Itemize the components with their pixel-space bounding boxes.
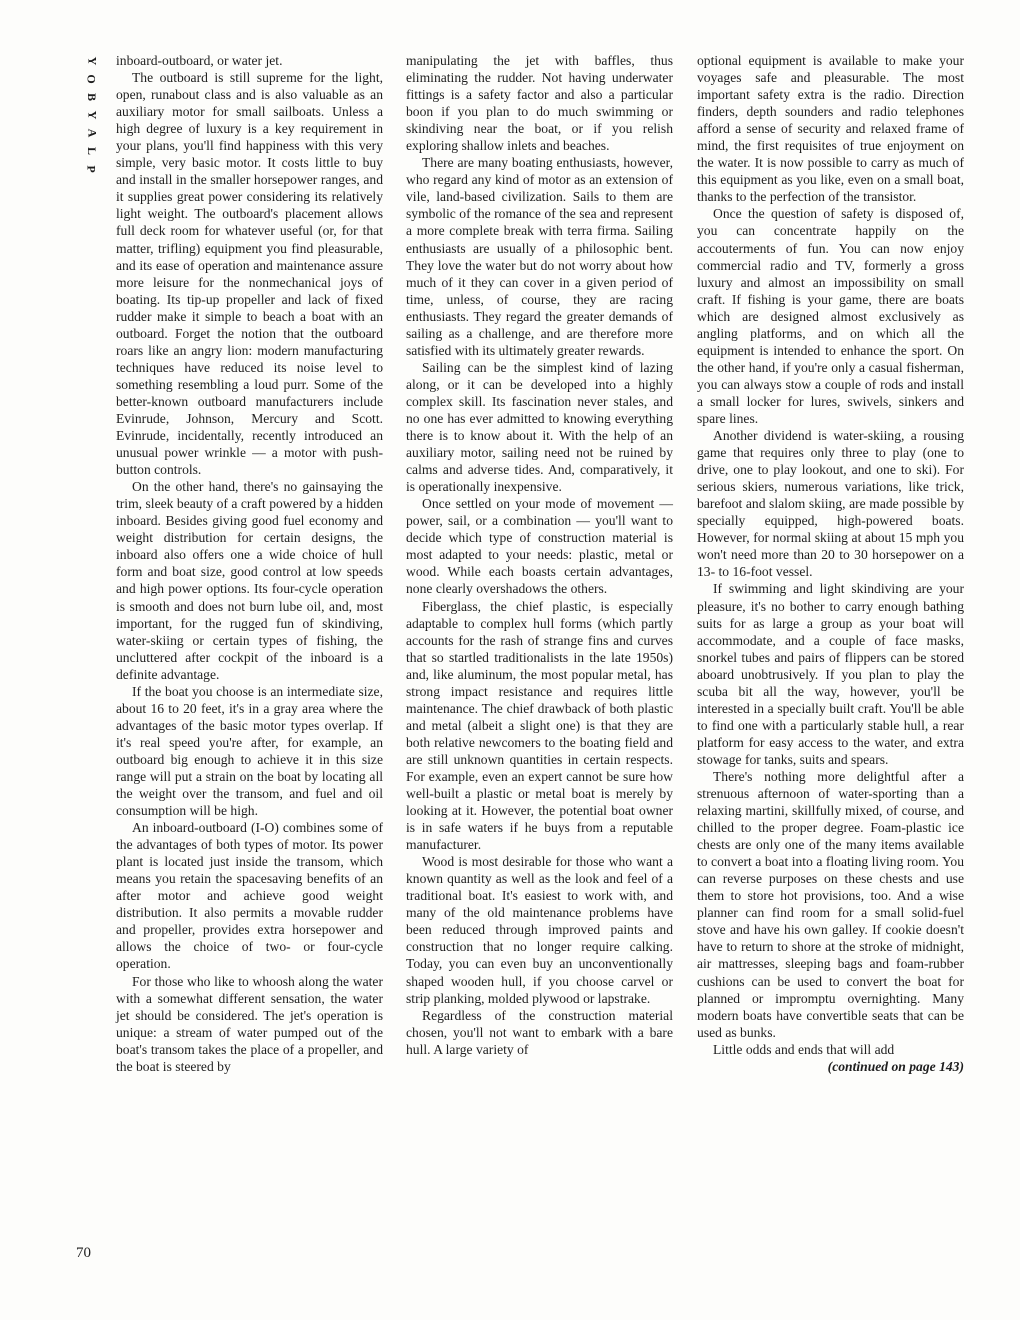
- paragraph: inboard-outboard, or water jet.: [116, 53, 283, 68]
- paragraph: manipulating the jet with baffles, thus eliminating the rudder. Not having underwater fittings is a safety factor and also a particular boon if you plan to do much swimming or skindiving near the boat, or if you relish exploring shallow inlets and beaches.: [406, 53, 673, 154]
- paragraph: Wood is most desirable for those who want a known quantity as well as the look and feel of a traditional boat. It's easiest to work with, and many of the old maintenance problems have been reduced through improved paints and construction that no longer require calking. Today, you can even buy an unconventionally shaped wooden hull, if you choose carvel or strip planking, molded plywood or lapstrake.: [406, 854, 673, 1006]
- magazine-letter: L: [84, 146, 99, 156]
- paragraph: The outboard is still supreme for the light, open, runabout class and is also valuable as an auxiliary motor for small sailboats. Unless a high degree of luxury is a key requirement in your plans, you'll find happiness with this very simple, very basic motor. It costs little to buy and install in the smaller horsepower ranges, and it supplies great power considering its relatively light weight. The outboard's placement allows full deck room for whatever useful (or, for that matter, trifling) equipment you find pleasurable, and its ease of operation and maintenance assure more leisure for the nonmechanical joys of boating. Its tip-up propeller and lack of fixed rudder make it simple to beach a boat with an outboard. Forget the notion that the outboard roars like an angry lion: modern manufacturing techniques have reduced its noise level to something resembling a loud purr. Some of the better-known outboard manufacturers include Evinrude, Johnson, Mercury and Scott. Evinrude, incidentally, recently introduced an unusual power wrinkle — a motor with push-button controls.: [116, 70, 383, 478]
- continued-on-page-note: (continued on page 143): [827, 1058, 964, 1074]
- paragraph: There are many boating enthusiasts, however, who regard any kind of motor as an extension of vile, land-based civilization. Sails to them are symbolic of the romance of the sea and represent a more complete break with terra firma. Sailing enthusiasts are usually of a philosophic bent. They love the water but do not worry about how much of it they can cover in a given period of time, unless, of course, they are racing enthusiasts. They regard the greater demands of sailing as a challenge, and are therefore more satisfied with its ultimately greater rewards.: [406, 155, 673, 358]
- paragraph: Once settled on your mode of movement — power, sail, or a combination — you'll want to decide which type of construction material is most adapted to your needs: plastic, metal or wood. While each boasts certain advantages, none clearly overshadows the others.: [406, 496, 673, 597]
- magazine-letter: Y: [84, 110, 99, 120]
- text-column-3: [697, 52, 964, 1075]
- text-column-1: [116, 52, 383, 1075]
- paragraph: Regardless of the construction material chosen, you'll not want to embark with a bare hull. A large variety of: [406, 1007, 673, 1057]
- paragraph: optional equipment is available to make your voyages safe and pleasurable. The most important safety extra is the radio. Direction finders, depth sounders and radio telephones afford a sense of security and relaxed frame of mind, the first requisites of true enjoyment on the water. It is now possible to carry as much of this equipment as you like, even on a small boat, thanks to the perfection of the transistor.: [697, 53, 964, 205]
- paragraph: Little odds and ends that will add: [713, 1041, 895, 1057]
- magazine-letter: A: [84, 128, 99, 138]
- paragraph: Sailing can be the simplest kind of lazing along, or it can be developed into a highly complex skill. Its fascination never stales, and no one has ever admitted to knowing everything there is to know about it. With the help of an auxiliary motor, sailing need not be ruined by calms and adverse tides. And, comparatively, it is operationally inexpensive.: [406, 359, 673, 495]
- paragraph: There's nothing more delightful after a strenuous afternoon of water-sporting than a relaxing martini, skillfully mixed, of course, and chilled to the proper degree. Foam-plastic ice chests are only one of the many items available to convert a boat into a floating living room. You can reverse purposes on these chests and use them to store hot provisions, too. And a wise planner can find room for a small solid-fuel stove and have his own galley. If cookie doesn't have to return to shore at the stroke of midnight, air mattresses, sleeping bags and foam-rubber cushions can be used to convert the boat for planned or impromptu overnighting. Many modern boats have convertible seats that can be used as bunks.: [697, 768, 964, 1040]
- text-column-2: [406, 52, 673, 1058]
- magazine-letter: B: [84, 92, 99, 102]
- magazine-name-vertical: [82, 52, 102, 178]
- paragraph: Once the question of safety is disposed of, you can concentrate happily on the accouterments of fun. You can now enjoy commercial radio and TV, formerly a gross luxury and almost an impossibility on small craft. If fishing is your game, there are boats which are designed almost exclusively as angling platforms, and on which all the equipment is intended to enhance the sport. On the other hand, if you're only a casual fisherman, you can always stow a couple of rods and install a small locker for lures, swivels, sinkers and spare lines.: [697, 206, 964, 426]
- magazine-letter: Y: [84, 56, 99, 66]
- magazine-letter: O: [85, 74, 99, 84]
- paragraph: Another dividend is water-skiing, a rousing game that requires only three to play (one to drive, one to play lookout, and one to ski). For serious skiers, numerous variations, like trick, barefoot and slalom skiing, are made possible by specially equipped, high-powered boats. However, for normal skiing at about 15 mph you won't need more than 20 to 30 horsepower on a 13- to 16-foot vessel.: [697, 428, 964, 580]
- paragraph: For those who like to whoosh along the water with a somewhat different sensation, the water jet should be considered. The jet's operation is unique: a stream of water pumped out of the boat's transom takes the place of a propeller, and the boat is steered by: [116, 973, 383, 1074]
- paragraph: If swimming and light skindiving are your pleasure, it's no bother to carry enough bathing suits for as large a group as your boat will accommodate, and a couple of face masks, snorkel tubes and pairs of flippers can be stored aboard unobtrusively. If you plan to play the scuba bit all the way, however, you'll be interested in a specially built craft. You'll be able to find one with a particularly stable hull, a rear platform for easy access to the water, and extra stowage for tanks, suits and spears.: [697, 581, 964, 767]
- paragraph: If the boat you choose is an intermediate size, about 16 to 20 feet, it's in a gray area where the advantages of the basic motor types overlap. If it's real speed you're after, for example, an outboard big enough to achieve it in this size range will put a strain on the boat by locating all the weight over the transom, and fuel and oil consumption will be high.: [116, 683, 383, 819]
- page-number: 70: [76, 1245, 91, 1261]
- paragraph: Fiberglass, the chief plastic, is especially adaptable to complex hull forms (which partly accounts for the rash of strange fins and curves that so startled traditionalists in the late 1950s) and, like aluminum, the most popular metal, has strong impact resistance and requires little maintenance. The chief drawback of both plastic and metal (albeit a slight one) is that they are both relative newcomers to the boating field and are still unknown quantities in certain respects. For example, even an expert cannot be sure how well-built a plastic or metal boat is merely by looking at it. However, the potential boat owner is in safe waters if he buys from a reputable manufacturer.: [406, 598, 673, 853]
- paragraph: An inboard-outboard (I-O) combines some of the advantages of both types of motor. Its power plant is located just inside the transom, which means you retain the spacesaving benefits of an after motor and achieve good weight distribution. It also permits a movable rudder and propeller, provides extra horsepower and allows the choice of two- or four-cycle operation.: [116, 820, 383, 972]
- magazine-letter: P: [85, 165, 99, 173]
- paragraph: On the other hand, there's no gainsaying the trim, sleek beauty of a craft powered by a hidden inboard. Besides giving good fuel economy and weight distribution for certain designs, the inboard also offers one a wide choice of hull form and boat size, good control at low speeds and high power options. Its four-cycle operation is smooth and does not burn lube oil, and, most important, for the rugged fun of skindiving, water-skiing or certain types of fishing, the uncluttered after cockpit of the inboard is a definite advantage.: [116, 479, 383, 682]
